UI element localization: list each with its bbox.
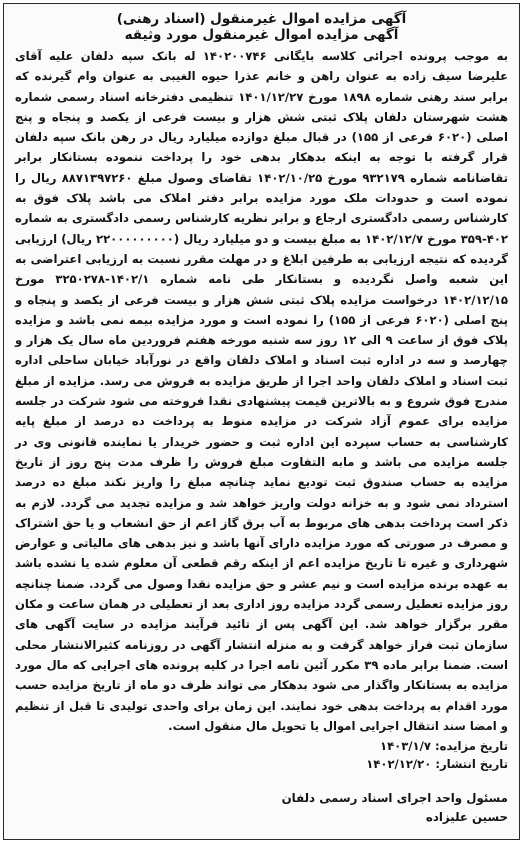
notice-dates <box>15 737 508 773</box>
notice-body: به موجب پرونده اجرائی کلاسه بایگانی ۱۴۰۲۰۰۷۴۶ له بانک سپه دلفان علیه آقای علیرضا سیف زاده به عنوان راهن و خانم عذرا حیوه الغیبی به عنوان وام گیرنده که برابر سند رهنی شماره ۱۸۹۸ مورخ ۱۴۰۱/۱۲/۲۷ تنظیمی دفترخانه اسناد رسمی شماره هشت شهرستان دلفان پلاک ثبتی شش هزار و بیست فرعی از یکصد و پنجاه و پنج اصلی (۶۰۲۰ فرعی از ۱۵۵) در قبال مبلغ دوازده میلیارد ریال در رهن بانک سپه دلفان قرار گرفته با توجه به اینکه بدهکار بدهی خود را پرداخت ننموده بستانکار برابر تقاضانامه شماره ۹۳۲۱۷۹ مورخ ۱۴۰۲/۱۰/۲۵ تقاضای وصول مبلغ ۸۸۷۱۳۹۷۲۶۰ ریال را نموده است و حدودات ملک مورد مزایده برابر دفتر املاک می باشد پلاک فوق به کارشناس رسمی دادگستری ارجاع و برابر نظریه کارشناس رسمی دادگستری به شماره ۴۰۲-۳۵۹ مورخ ۱۴۰۲/۱۲/۷ به مبلغ بیست و دو میلیارد ریال (۲۲۰۰۰۰۰۰۰۰۰ ریال) ارزیابی گردیده که نتیجه ارزیابی به طرفین ابلاغ و در مهلت مقرر نسبت به ارزیابی اعتراضی به این شعبه واصل نگردیده و بستانکار طی نامه شماره ۱۴۰۲/۱-۳۲۵۰۲۷۸ مورخ ۱۴۰۲/۱۲/۱۵ درخواست مزایده پلاک ثبتی شش هزار و بیست فرعی از یکصد و پنجاه و پنج اصلی (۶۰۲۰ فرعی از ۱۵۵) را نموده است و مورد مزایده بیمه نمی باشد و مزایده پلاک فوق از ساعت ۹ الی ۱۲ روز سه شنبه مورخه هفتم فروردین ماه سال یک هزار و چهارصد و سه در اداره ثبت اسناد و املاک دلفان واقع در نورآباد خیابان ساحلی اداره ثبت اسناد و املاک دلفان واحد اجرا از طریق مزایده به فروش می رسد. مزایده از مبلغ مندرج فوق شروع و به بالاترین قیمت پیشنهادی نقدا فروخته می شود شرکت در جلسه مزایده برای عموم آزاد شرکت در مزایده منوط به پرداخت ده درصد از مبلغ پایه کارشناسی به حساب سپرده این اداره ثبت و حضور خریدار یا نماینده قانونی وی در جلسه مزایده می باشد و مابه التفاوت مبلغ فروش را ظرف مدت پنج روز از تاریخ مزایده به حساب صندوق ثبت تودیع نماید چنانچه مبلغ را واریز نکند مبلغ ده درصد استرداد نمی شود و به خزانه دولت واریز خواهد شد و مزایده تجدید می گردد. لازم به ذکر است پرداخت بدهی های مربوط به آب برق گاز اعم از حق انشعاب و یا حق اشتراک و مصرف در صورتی که مورد مزایده دارای آنها باشد و نیز بدهی های مالیاتی و عوارض شهرداری و غیره تا تاریخ مزایده اعم از اینکه رقم قطعی آن معلوم شده یا نشده باشد به عهده برنده مزایده است و نیم عشر و حق مزایده نقدا وصول می گردد. ضمنا چنانچه روز مزایده تعطیل رسمی گردد مزایده روز اداری بعد از تعطیلی در همان ساعت و مکان مقرر برگزار خواهد شد. این آگهی پس از تائید فرآیند مزایده در سایت آگهی های سازمان ثبت فراز خواهد گرفت و به منزله انتشار آگهی در روزنامه کثیرالانتشار محلی است. ضمنا برابر ماده ۳۹ مکرر آئین نامه اجرا در کلیه پرونده های اجرایی که مال مورد مزایده به بستانکار واگذار می شود بدهکار می تواند ظرف دو ماه از تاریخ مزایده حسب مورد اقدام به پرداخت بدهی خود نمایند. این زمان برای واحدی تولیدی تا قبل از تنظیم و امضا سند انتقال اجرایی اموال یا تحویل مال منقول است. <box>15 49 509 733</box>
notice-subtitle: آگهی مزایده اموال غیرمنقول مورد وثیقه <box>124 27 399 43</box>
signature-role: مسئول واحد اجرای اسناد رسمی دلفان <box>281 791 508 806</box>
auction-date: تاریخ مزایده: ۱۴۰۳/۱/۷ <box>380 739 508 754</box>
notice-title: آگهی مزایده اموال غیرمنقول (اسناد رهنی) <box>116 11 407 27</box>
notice-header <box>15 11 508 43</box>
publish-date: تاریخ انتشار: ۱۴۰۲/۱۲/۲۰ <box>366 757 508 772</box>
signature-name: حسین علیزاده <box>425 810 508 825</box>
signature-block <box>15 789 508 827</box>
auction-notice <box>3 3 520 840</box>
